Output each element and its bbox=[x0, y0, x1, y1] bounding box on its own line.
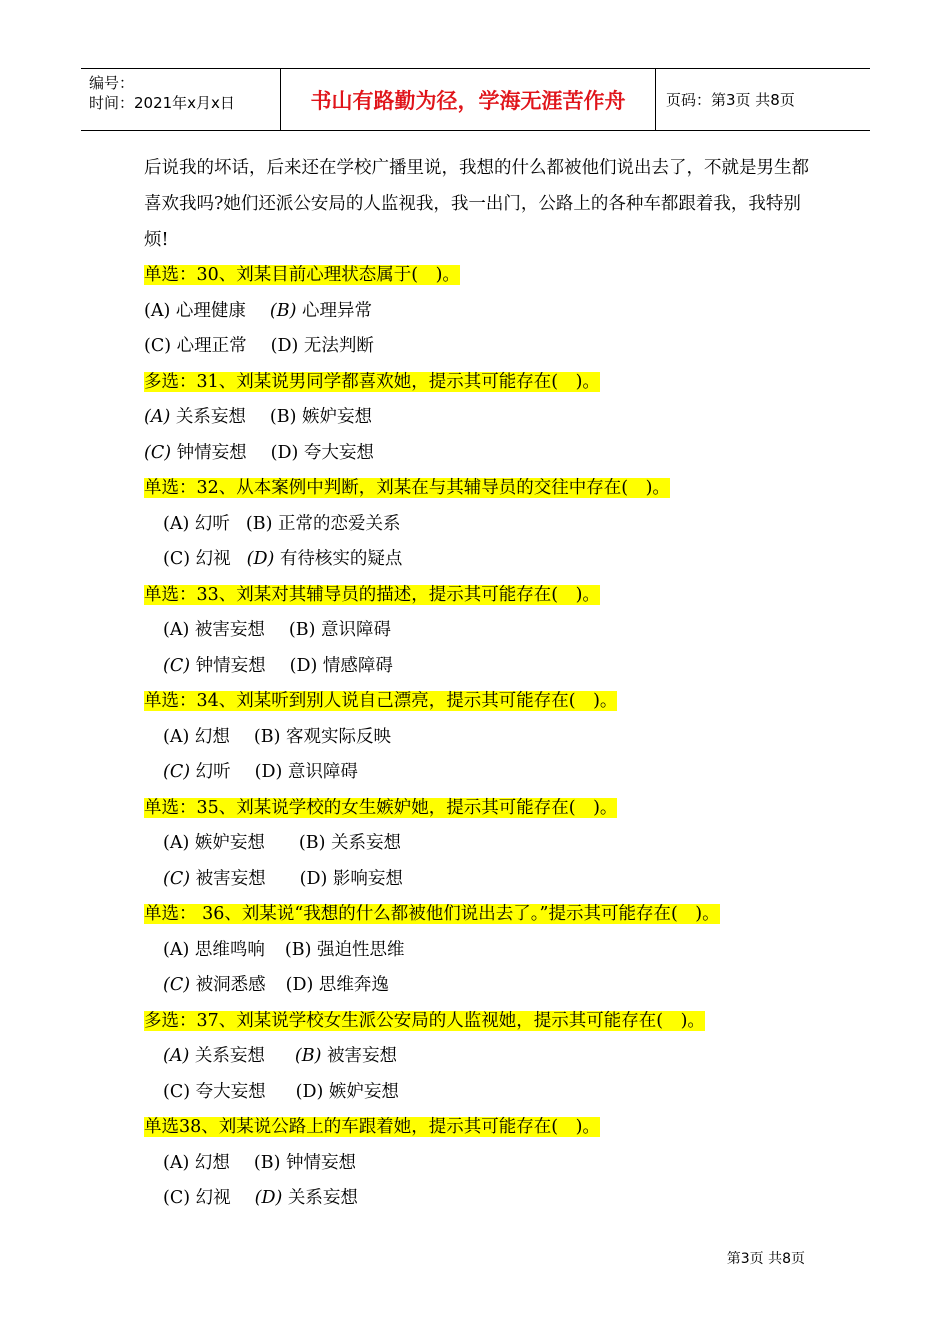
option-text: 幻听 bbox=[195, 762, 231, 782]
header-meta bbox=[81, 69, 281, 130]
option-text: 夸大妄想 bbox=[195, 1081, 266, 1102]
intro-paragraph: 后说我的坏话，后来还在学校广播里说，我想的什么都被他们说出去了，不就是男生都喜欢我吗?她们还派公安局的人监视我，我一出门，公路上的各种车都跟着我，我特别烦! bbox=[144, 158, 809, 250]
option-text: 影响妄想 bbox=[332, 868, 403, 889]
question-line bbox=[144, 471, 824, 507]
option-text: 关系妄想 bbox=[194, 1046, 265, 1066]
option-label: (B) bbox=[298, 833, 326, 853]
option-text: 思维鸣响 bbox=[194, 939, 265, 960]
option-text: 关系妄想 bbox=[287, 1188, 358, 1208]
option-text: 被害妄想 bbox=[326, 1046, 397, 1066]
option-text: 钟情妄想 bbox=[195, 655, 266, 676]
option-label: (D) bbox=[254, 762, 283, 782]
option-label: (C) bbox=[163, 549, 191, 569]
option-text: 幻视 bbox=[195, 549, 231, 569]
option-row bbox=[144, 826, 824, 862]
option-label: (A) bbox=[163, 939, 190, 960]
option-row bbox=[144, 613, 824, 649]
option-text: 钟情妄想 bbox=[176, 442, 247, 463]
option-row bbox=[144, 755, 824, 791]
option-row bbox=[144, 862, 824, 898]
option-label: (B) bbox=[288, 620, 316, 640]
option-row bbox=[144, 1181, 824, 1217]
option-text: 被洞悉感 bbox=[195, 975, 266, 995]
option-text: 无法判断 bbox=[303, 336, 374, 356]
question-text: 单选：32、从本案例中判断，刘某在与其辅导员的交往中存在( )。 bbox=[144, 478, 670, 498]
question-list bbox=[144, 258, 824, 1217]
option-label: (D) bbox=[246, 549, 275, 569]
question-line bbox=[144, 258, 824, 294]
option-label: (B) bbox=[245, 513, 273, 534]
option-text: 正常的恋爱关系 bbox=[277, 513, 401, 534]
option-label: (A) bbox=[163, 620, 190, 640]
header-motto: 书山有路勤为径，学海无涯苦作舟 bbox=[281, 69, 656, 130]
option-text: 有待核实的疑点 bbox=[279, 549, 403, 569]
option-text: 嫉妒妄想 bbox=[194, 833, 265, 853]
option-label: (C) bbox=[163, 868, 191, 889]
option-label: (D) bbox=[270, 336, 299, 356]
option-label: (C) bbox=[144, 336, 172, 356]
option-text: 被害妄想 bbox=[194, 620, 265, 640]
question-line bbox=[144, 791, 824, 827]
question-text: 单选：30、刘某目前心理状态属于( )。 bbox=[144, 265, 460, 285]
option-text: 关系妄想 bbox=[175, 407, 246, 427]
option-row bbox=[144, 542, 824, 578]
option-label: (A) bbox=[163, 833, 190, 853]
time-label: 时间：2021年x月x日 bbox=[89, 94, 235, 112]
question-text: 多选：37、刘某说学校女生派公安局的人监视她，提示其可能存在( )。 bbox=[144, 1010, 705, 1031]
page-footer: 第3页 共8页 bbox=[726, 1251, 805, 1267]
question-line bbox=[144, 1110, 824, 1146]
option-text: 幻想 bbox=[194, 726, 230, 747]
option-label: (A) bbox=[163, 1152, 190, 1173]
option-label: (D) bbox=[270, 442, 299, 463]
option-label: (C) bbox=[144, 442, 172, 463]
option-text: 客观实际反映 bbox=[285, 726, 391, 747]
option-text: 夸大妄想 bbox=[303, 442, 374, 463]
option-text: 被害妄想 bbox=[195, 868, 266, 889]
option-row bbox=[144, 720, 824, 756]
document-body bbox=[144, 150, 824, 1217]
option-label: (D) bbox=[295, 1081, 324, 1102]
option-text: 意识障碍 bbox=[287, 762, 358, 782]
question-text: 单选：34、刘某听到别人说自己漂亮，提示其可能存在( )。 bbox=[144, 691, 618, 711]
option-row bbox=[144, 507, 824, 543]
option-label: (A) bbox=[163, 513, 190, 534]
option-label: (B) bbox=[253, 726, 281, 747]
option-row bbox=[144, 1039, 824, 1075]
page-header bbox=[81, 68, 870, 131]
option-row bbox=[144, 1075, 824, 1111]
option-row bbox=[144, 329, 824, 365]
option-row bbox=[144, 933, 824, 969]
option-text: 心理健康 bbox=[175, 300, 246, 321]
option-text: 关系妄想 bbox=[330, 833, 401, 853]
option-text: 意识障碍 bbox=[320, 620, 391, 640]
option-text: 幻听 bbox=[194, 513, 230, 534]
option-text: 嫉妒妄想 bbox=[301, 407, 372, 427]
header-page-number: 页码：第3页 共8页 bbox=[666, 91, 795, 109]
question-text: 单选：33、刘某对其辅导员的描述，提示其可能存在( )。 bbox=[144, 584, 600, 605]
option-row bbox=[144, 1146, 824, 1182]
option-label: (C) bbox=[163, 762, 191, 782]
option-text: 钟情妄想 bbox=[285, 1152, 356, 1173]
option-label: (C) bbox=[163, 1081, 191, 1102]
option-label: (A) bbox=[144, 407, 171, 427]
option-label: (A) bbox=[163, 1046, 190, 1066]
option-text: 强迫性思维 bbox=[316, 939, 405, 960]
option-label: (D) bbox=[299, 868, 328, 889]
question-line bbox=[144, 684, 824, 720]
code-label: 编号： bbox=[89, 74, 135, 92]
option-label: (D) bbox=[285, 975, 314, 995]
option-row bbox=[144, 968, 824, 1004]
question-text: 单选：35、刘某说学校的女生嫉妒她，提示其可能存在( )。 bbox=[144, 797, 618, 818]
question-line bbox=[144, 897, 824, 933]
option-label: (C) bbox=[163, 975, 191, 995]
question-line bbox=[144, 365, 824, 401]
option-label: (D) bbox=[289, 655, 318, 676]
question-line bbox=[144, 578, 824, 614]
option-text: 嫉妒妄想 bbox=[328, 1081, 399, 1102]
option-text: 思维奔逸 bbox=[318, 975, 389, 995]
option-label: (C) bbox=[163, 1188, 191, 1208]
option-text: 心理异常 bbox=[301, 300, 372, 321]
option-row bbox=[144, 649, 824, 685]
option-label: (A) bbox=[144, 300, 171, 321]
option-text: 幻视 bbox=[195, 1188, 231, 1208]
option-label: (B) bbox=[253, 1152, 281, 1173]
option-label: (A) bbox=[163, 726, 190, 747]
option-label: (B) bbox=[269, 300, 297, 321]
option-label: (B) bbox=[294, 1046, 322, 1066]
option-label: (D) bbox=[254, 1188, 283, 1208]
option-text: 心理正常 bbox=[176, 336, 247, 356]
option-label: (B) bbox=[269, 407, 297, 427]
option-row bbox=[144, 294, 824, 330]
option-text: 幻想 bbox=[194, 1152, 230, 1173]
question-line bbox=[144, 1004, 824, 1040]
option-label: (B) bbox=[284, 939, 312, 960]
question-text: 多选：31、刘某说男同学都喜欢她，提示其可能存在( )。 bbox=[144, 371, 600, 392]
option-text: 情感障碍 bbox=[322, 655, 393, 676]
option-label: (C) bbox=[163, 655, 191, 676]
option-row bbox=[144, 400, 824, 436]
option-row bbox=[144, 436, 824, 472]
question-text: 单选38、刘某说公路上的车跟着她，提示其可能存在( )。 bbox=[144, 1117, 600, 1137]
question-text: 单选： 36、刘某说“我想的什么都被他们说出去了。”提示其可能存在( )。 bbox=[144, 904, 720, 924]
